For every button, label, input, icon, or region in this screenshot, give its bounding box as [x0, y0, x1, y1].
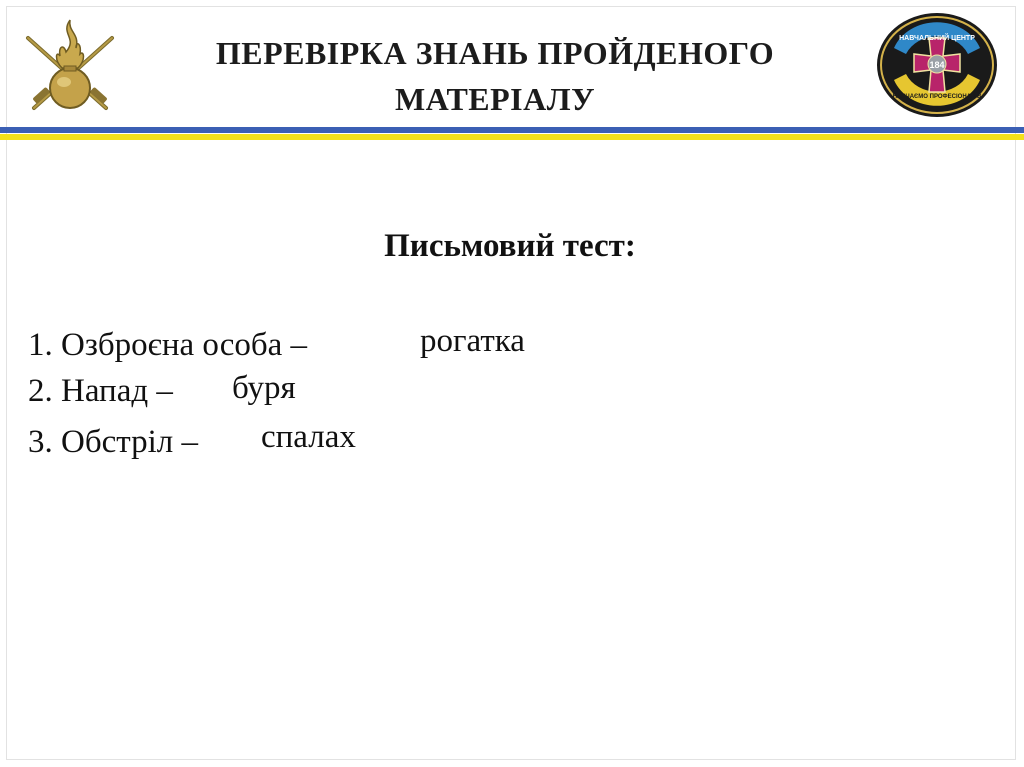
question-1: 1. Озброєна особа –: [28, 327, 308, 363]
header-stripe-yellow: [0, 134, 1024, 140]
badge-text-top: НАВЧАЛЬНИЙ ЦЕНТР: [899, 35, 975, 42]
page-title-line2: МАТЕРІАЛУ: [394, 81, 596, 117]
question-2: 2. Напад –: [28, 373, 173, 409]
badge-text-bottom: НАВЧАЄМО ПРОФЕСІОНАЛІВ: [892, 94, 982, 100]
answer-2: буря: [232, 370, 296, 406]
page-title-line1: ПЕРЕВІРКА ЗНАНЬ ПРОЙДЕНОГО: [215, 35, 775, 71]
grenade-crossed-rifles-emblem-icon: [20, 16, 120, 116]
answer-1: рогатка: [420, 323, 525, 359]
header-stripe-blue: [0, 127, 1024, 133]
training-center-badge-icon: [874, 10, 1000, 120]
answer-3: спалах: [261, 419, 356, 455]
question-3: 3. Обстріл –: [28, 424, 198, 460]
test-heading: Письмовий тест:: [384, 228, 636, 264]
badge-number: 184: [929, 60, 945, 70]
page-title: [140, 30, 850, 122]
